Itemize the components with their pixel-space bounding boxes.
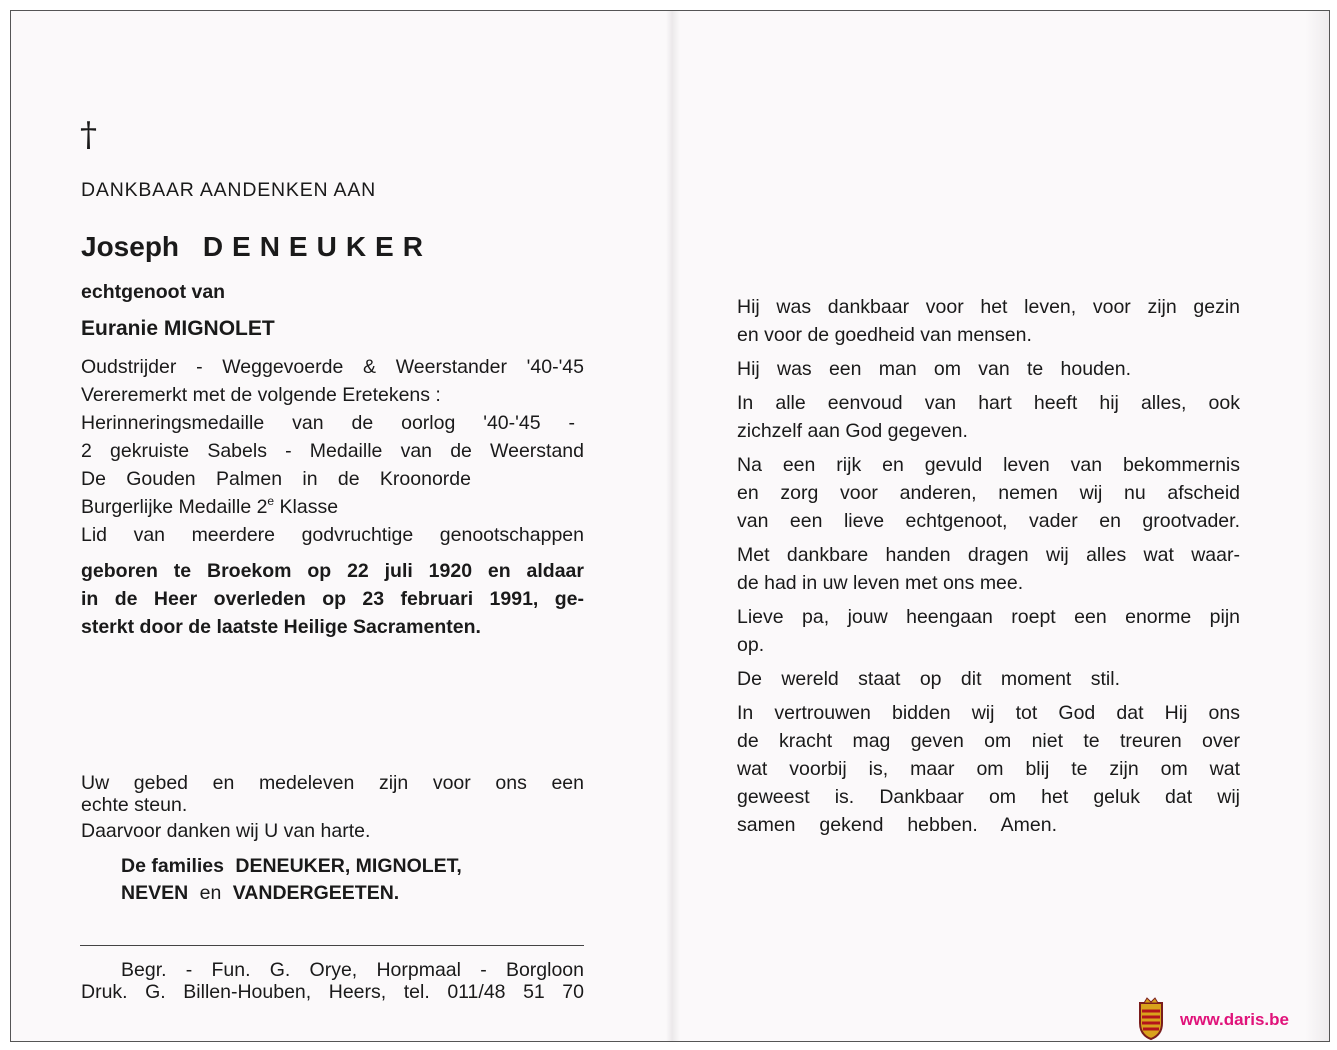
paragraph-line: en zorg voor anderen, nemen wij nu afscheid <box>737 482 1240 504</box>
card-edge <box>1305 11 1329 1041</box>
paragraph-line: Met dankbare handen dragen wij alles wat waar- <box>737 544 1240 566</box>
families-prefix: De families <box>121 855 224 877</box>
en: en <box>199 882 222 904</box>
birth-death-line: sterkt door de laatste Heilige Sacramenten. <box>81 616 481 638</box>
paragraph <box>737 603 1240 659</box>
thanks-line: Daarvoor danken wij U van harte. <box>81 820 371 842</box>
surname: DENEUKER <box>202 231 432 262</box>
detail-line: 2 gekruiste Sabels - Medaille van de Weerstand <box>81 440 584 462</box>
families-line-2 <box>121 884 399 904</box>
families-line <box>121 857 462 877</box>
paragraph-line: In alle eenvoud van hart heeft hij alles, ook <box>737 392 1240 414</box>
paragraph-line: op. <box>737 634 765 656</box>
cross-icon: † <box>80 115 97 155</box>
thanks-line: Uw gebed en medeleven zijn voor ons een <box>81 772 584 794</box>
detail-line: Herinneringsmedaille van de oorlog '40-'45 - <box>81 412 575 434</box>
families-names: DENEUKER, MIGNOLET, <box>235 855 462 877</box>
heading: DANKBAAR AANDENKEN AAN <box>81 179 377 201</box>
paragraph-line: Hij was een man om van te houden. <box>737 358 1131 380</box>
paragraph-line: geweest is. Dankbaar om het geluk dat wij <box>737 786 1240 808</box>
spouse-name: Euranie MIGNOLET <box>81 317 275 340</box>
printer-line: Druk. G. Billen-Houben, Heers, tel. 011/48 51 70 <box>81 981 584 1003</box>
detail-line-medal <box>81 494 339 518</box>
birth-death-line: in de Heer overleden op 23 februari 1991, ge- <box>81 588 584 610</box>
paragraph-line: Lieve pa, jouw heengaan roept een enorme pijn <box>737 606 1240 628</box>
paragraph-line: en voor de goedheid van mensen. <box>737 324 1032 346</box>
vandergeeten: VANDERGEETEN. <box>232 882 400 904</box>
paragraph-line: zichzelf aan God gegeven. <box>737 420 968 442</box>
detail-line: Lid van meerdere godvruchtige genootschappen <box>81 524 584 546</box>
paragraph <box>737 665 1240 693</box>
neven: NEVEN <box>121 882 189 904</box>
detail-line: De Gouden Palmen in de Kroonorde <box>81 468 471 490</box>
printer-line: Begr. - Fun. G. Orye, Horpmaal - Borgloon <box>121 959 584 981</box>
thanks-line: echte steun. <box>81 794 188 816</box>
paragraph-line: De wereld staat op dit moment stil. <box>737 668 1120 690</box>
paragraph-line: de had in uw leven met ons mee. <box>737 572 1024 594</box>
divider <box>80 945 584 946</box>
paragraph <box>737 389 1240 445</box>
spouse-label: echtgenoot van <box>81 281 226 303</box>
medal-class: Klasse <box>279 496 339 518</box>
superscript: e <box>267 494 275 508</box>
paragraph-line: In vertrouwen bidden wij tot God dat Hij ons <box>737 702 1240 724</box>
watermark-site[interactable]: www.daris.be <box>1180 1010 1289 1029</box>
paragraph <box>737 355 1240 383</box>
paragraph <box>737 699 1240 839</box>
paragraph <box>737 541 1240 597</box>
paragraph-line: wat voorbij is, maar om blij te zijn om wat <box>737 758 1240 780</box>
first-name: Joseph <box>81 231 180 262</box>
paragraph-line: de kracht mag geven om niet te treuren over <box>737 730 1240 752</box>
crest-icon <box>1136 997 1166 1041</box>
paragraph-line: van een lieve echtgenoot, vader en grootvader. <box>737 510 1240 532</box>
birth-death-line: geboren te Broekom op 22 juli 1920 en aldaar <box>81 560 584 582</box>
card-fold <box>666 11 680 1041</box>
detail-line: Vereremerkt met de volgende Eretekens : <box>81 384 441 406</box>
detail-line: Oudstrijder - Weggevoerde & Weerstander '40-'45 <box>81 356 584 378</box>
paragraph <box>737 293 1240 349</box>
medal-text: Burgerlijke Medaille 2 <box>81 496 268 518</box>
paragraph-line: samen gekend hebben. Amen. <box>737 814 1057 836</box>
paragraph <box>737 451 1240 535</box>
deceased-name <box>81 233 432 261</box>
paragraph-line: Na een rijk en gevuld leven van bekommernis <box>737 454 1240 476</box>
paragraph-line: Hij was dankbaar voor het leven, voor zijn gezin <box>737 296 1240 318</box>
